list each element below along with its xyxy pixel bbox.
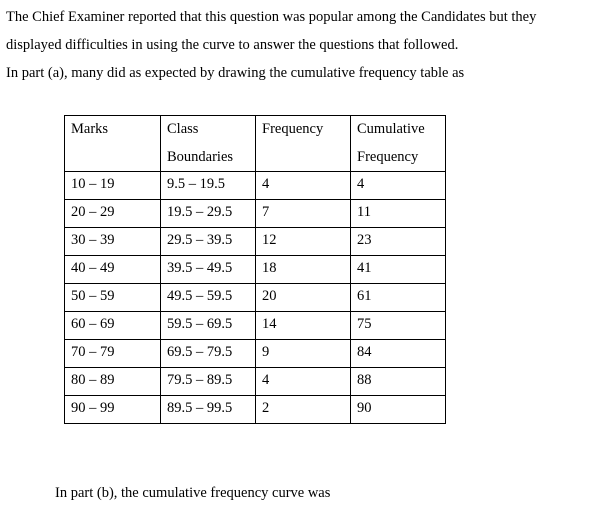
- table-row: [65, 200, 446, 228]
- cell-class-boundaries: 89.5 – 99.5: [161, 396, 256, 424]
- cell-cumulative-frequency: 4: [351, 172, 446, 200]
- header-class-boundaries: [161, 116, 256, 172]
- cell-marks: 20 – 29: [65, 200, 161, 228]
- cell-marks: 40 – 49: [65, 256, 161, 284]
- table-row: [65, 256, 446, 284]
- cell-class-boundaries: 49.5 – 59.5: [161, 284, 256, 312]
- part-a-text: In part (a), many did as expected by drawing the cumulative frequency table as: [6, 65, 465, 81]
- cell-cumulative-frequency: 90: [351, 396, 446, 424]
- cell-frequency: 4: [256, 368, 351, 396]
- header-label: Frequency: [262, 121, 324, 137]
- cell-class-boundaries: 29.5 – 39.5: [161, 228, 256, 256]
- header-label-line2: Frequency: [357, 149, 419, 165]
- cell-frequency: 9: [256, 340, 351, 368]
- cell-marks: 70 – 79: [65, 340, 161, 368]
- cell-frequency: 7: [256, 200, 351, 228]
- header-label: Marks: [71, 121, 109, 137]
- cell-class-boundaries: 19.5 – 29.5: [161, 200, 256, 228]
- cell-class-boundaries: 9.5 – 19.5: [161, 172, 256, 200]
- cell-frequency: 14: [256, 312, 351, 340]
- header-cumulative-frequency: [351, 116, 446, 172]
- table-row: [65, 368, 446, 396]
- cell-cumulative-frequency: 75: [351, 312, 446, 340]
- cell-frequency: 12: [256, 228, 351, 256]
- cumulative-frequency-table: [64, 115, 446, 424]
- table-row: [65, 312, 446, 340]
- cell-class-boundaries: 69.5 – 79.5: [161, 340, 256, 368]
- table-row: [65, 396, 446, 424]
- cell-marks: 10 – 19: [65, 172, 161, 200]
- cell-marks: 30 – 39: [65, 228, 161, 256]
- cell-frequency: 18: [256, 256, 351, 284]
- header-frequency: [256, 116, 351, 172]
- header-label: Class: [167, 121, 199, 137]
- table-header-row: [65, 116, 446, 172]
- intro-line-2: displayed difficulties in using the curve to answer the questions that followed.: [6, 37, 459, 53]
- header-label-line2: Boundaries: [167, 149, 234, 165]
- cell-class-boundaries: 39.5 – 49.5: [161, 256, 256, 284]
- cell-marks: 50 – 59: [65, 284, 161, 312]
- table-row: [65, 172, 446, 200]
- intro-line-1: The Chief Examiner reported that this question was popular among the Candidates but they: [6, 9, 537, 25]
- cell-cumulative-frequency: 41: [351, 256, 446, 284]
- cell-class-boundaries: 59.5 – 69.5: [161, 312, 256, 340]
- cell-marks: 60 – 69: [65, 312, 161, 340]
- cell-frequency: 4: [256, 172, 351, 200]
- table-row: [65, 284, 446, 312]
- cell-frequency: 2: [256, 396, 351, 424]
- table-row: [65, 340, 446, 368]
- cell-class-boundaries: 79.5 – 89.5: [161, 368, 256, 396]
- header-marks: [65, 116, 161, 172]
- cell-marks: 80 – 89: [65, 368, 161, 396]
- cell-cumulative-frequency: 88: [351, 368, 446, 396]
- part-b-text: In part (b), the cumulative frequency curve was: [55, 485, 331, 501]
- cell-cumulative-frequency: 23: [351, 228, 446, 256]
- cell-frequency: 20: [256, 284, 351, 312]
- cell-cumulative-frequency: 84: [351, 340, 446, 368]
- cell-cumulative-frequency: 11: [351, 200, 446, 228]
- cell-marks: 90 – 99: [65, 396, 161, 424]
- table-row: [65, 228, 446, 256]
- header-label: Cumulative: [357, 121, 425, 137]
- cell-cumulative-frequency: 61: [351, 284, 446, 312]
